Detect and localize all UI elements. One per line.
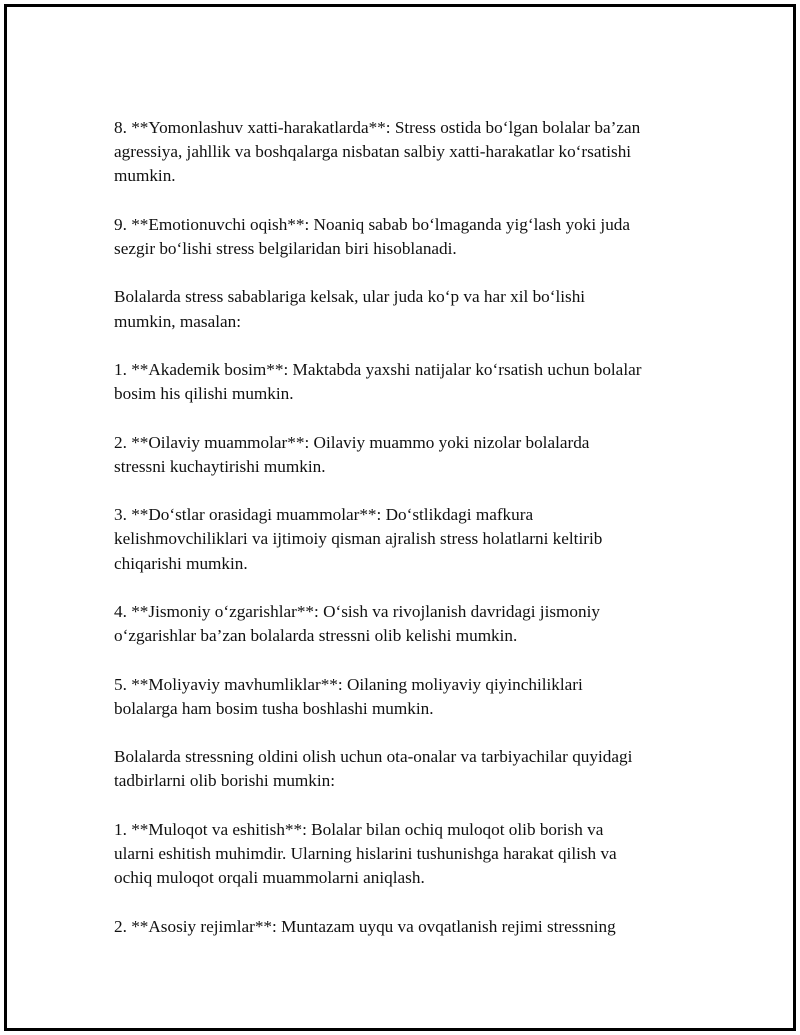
paragraph-cause-3 [114,503,704,576]
text-line: 4. **Jismoniy o‘zgarishlar**: O‘sish va rivojlanish davridagi jismoniy [114,601,600,621]
text-line: bolalarga ham bosim tusha boshlashi mumkin. [114,698,434,718]
text-line: mumkin. [114,166,176,186]
text-line: stressni kuchaytirishi mumkin. [114,456,326,476]
paragraph-cause-2 [114,431,704,479]
text-line: agressiya, jahllik va boshqalarga nisbatan salbiy xatti-harakatlar ko‘rsatishi [114,142,632,162]
text-line: 2. **Oilaviy muammolar**: Oilaviy muammo yoki nizolar bolalarda [114,432,590,452]
text-line: 1. **Akademik bosim**: Maktabda yaxshi natijalar ko‘rsatish uchun bolalar [114,359,642,379]
text-line: mumkin, masalan: [114,311,241,331]
paragraph-cause-4 [114,600,704,648]
paragraph-prevention-intro [114,745,704,793]
text-line: 1. **Muloqot va eshitish**: Bolalar bilan ochiq muloqot olib borish va [114,819,604,839]
paragraph-item-9 [114,213,704,261]
text-line: Bolalarda stress sabablariga kelsak, ular juda ko‘p va har xil bo‘lishi [114,287,586,307]
paragraph-cause-1 [114,358,704,406]
paragraph-prevention-1 [114,818,704,891]
text-line: Bolalarda stressning oldini olish uchun ota-onalar va tarbiyachilar quyidagi [114,747,633,767]
document-body [114,116,704,963]
text-line: ularni eshitish muhimdir. Ularning hislarini tushunishga harakat qilish va [114,843,617,863]
paragraph-item-8 [114,116,704,189]
text-line: o‘zgarishlar ba’zan bolalarda stressni olib kelishi mumkin. [114,626,518,646]
text-line: 5. **Moliyaviy mavhumliklar**: Oilaning moliyaviy qiyinchiliklari [114,674,583,694]
paragraph-cause-5 [114,673,704,721]
text-line: kelishmovchiliklari va ijtimoiy qisman ajralish stress holatlarni keltirib [114,529,603,549]
text-line: bosim his qilishi mumkin. [114,384,294,404]
text-line: 9. **Emotionuvchi oqish**: Noaniq sabab bo‘lmaganda yig‘lash yoki juda [114,214,631,234]
text-line: chiqarishi mumkin. [114,553,248,573]
paragraph-causes-intro [114,285,704,333]
paragraph-prevention-2 [114,915,704,939]
text-line: 3. **Do‘stlar orasidagi muammolar**: Do‘stlikdagi mafkura [114,505,534,525]
text-line: sezgir bo‘lishi stress belgilaridan biri hisoblanadi. [114,239,457,258]
text-line: 8. **Yomonlashuv xatti-harakatlarda**: Stress ostida bo‘lgan bolalar ba’zan [114,118,641,137]
text-line: tadbirlarni olib borishi mumkin: [114,771,336,791]
text-line: 2. **Asosiy rejimlar**: Muntazam uyqu va ovqatlanish rejimi stressning [114,916,616,936]
text-line: ochiq muloqot orqali muammolarni aniqlash. [114,868,425,888]
